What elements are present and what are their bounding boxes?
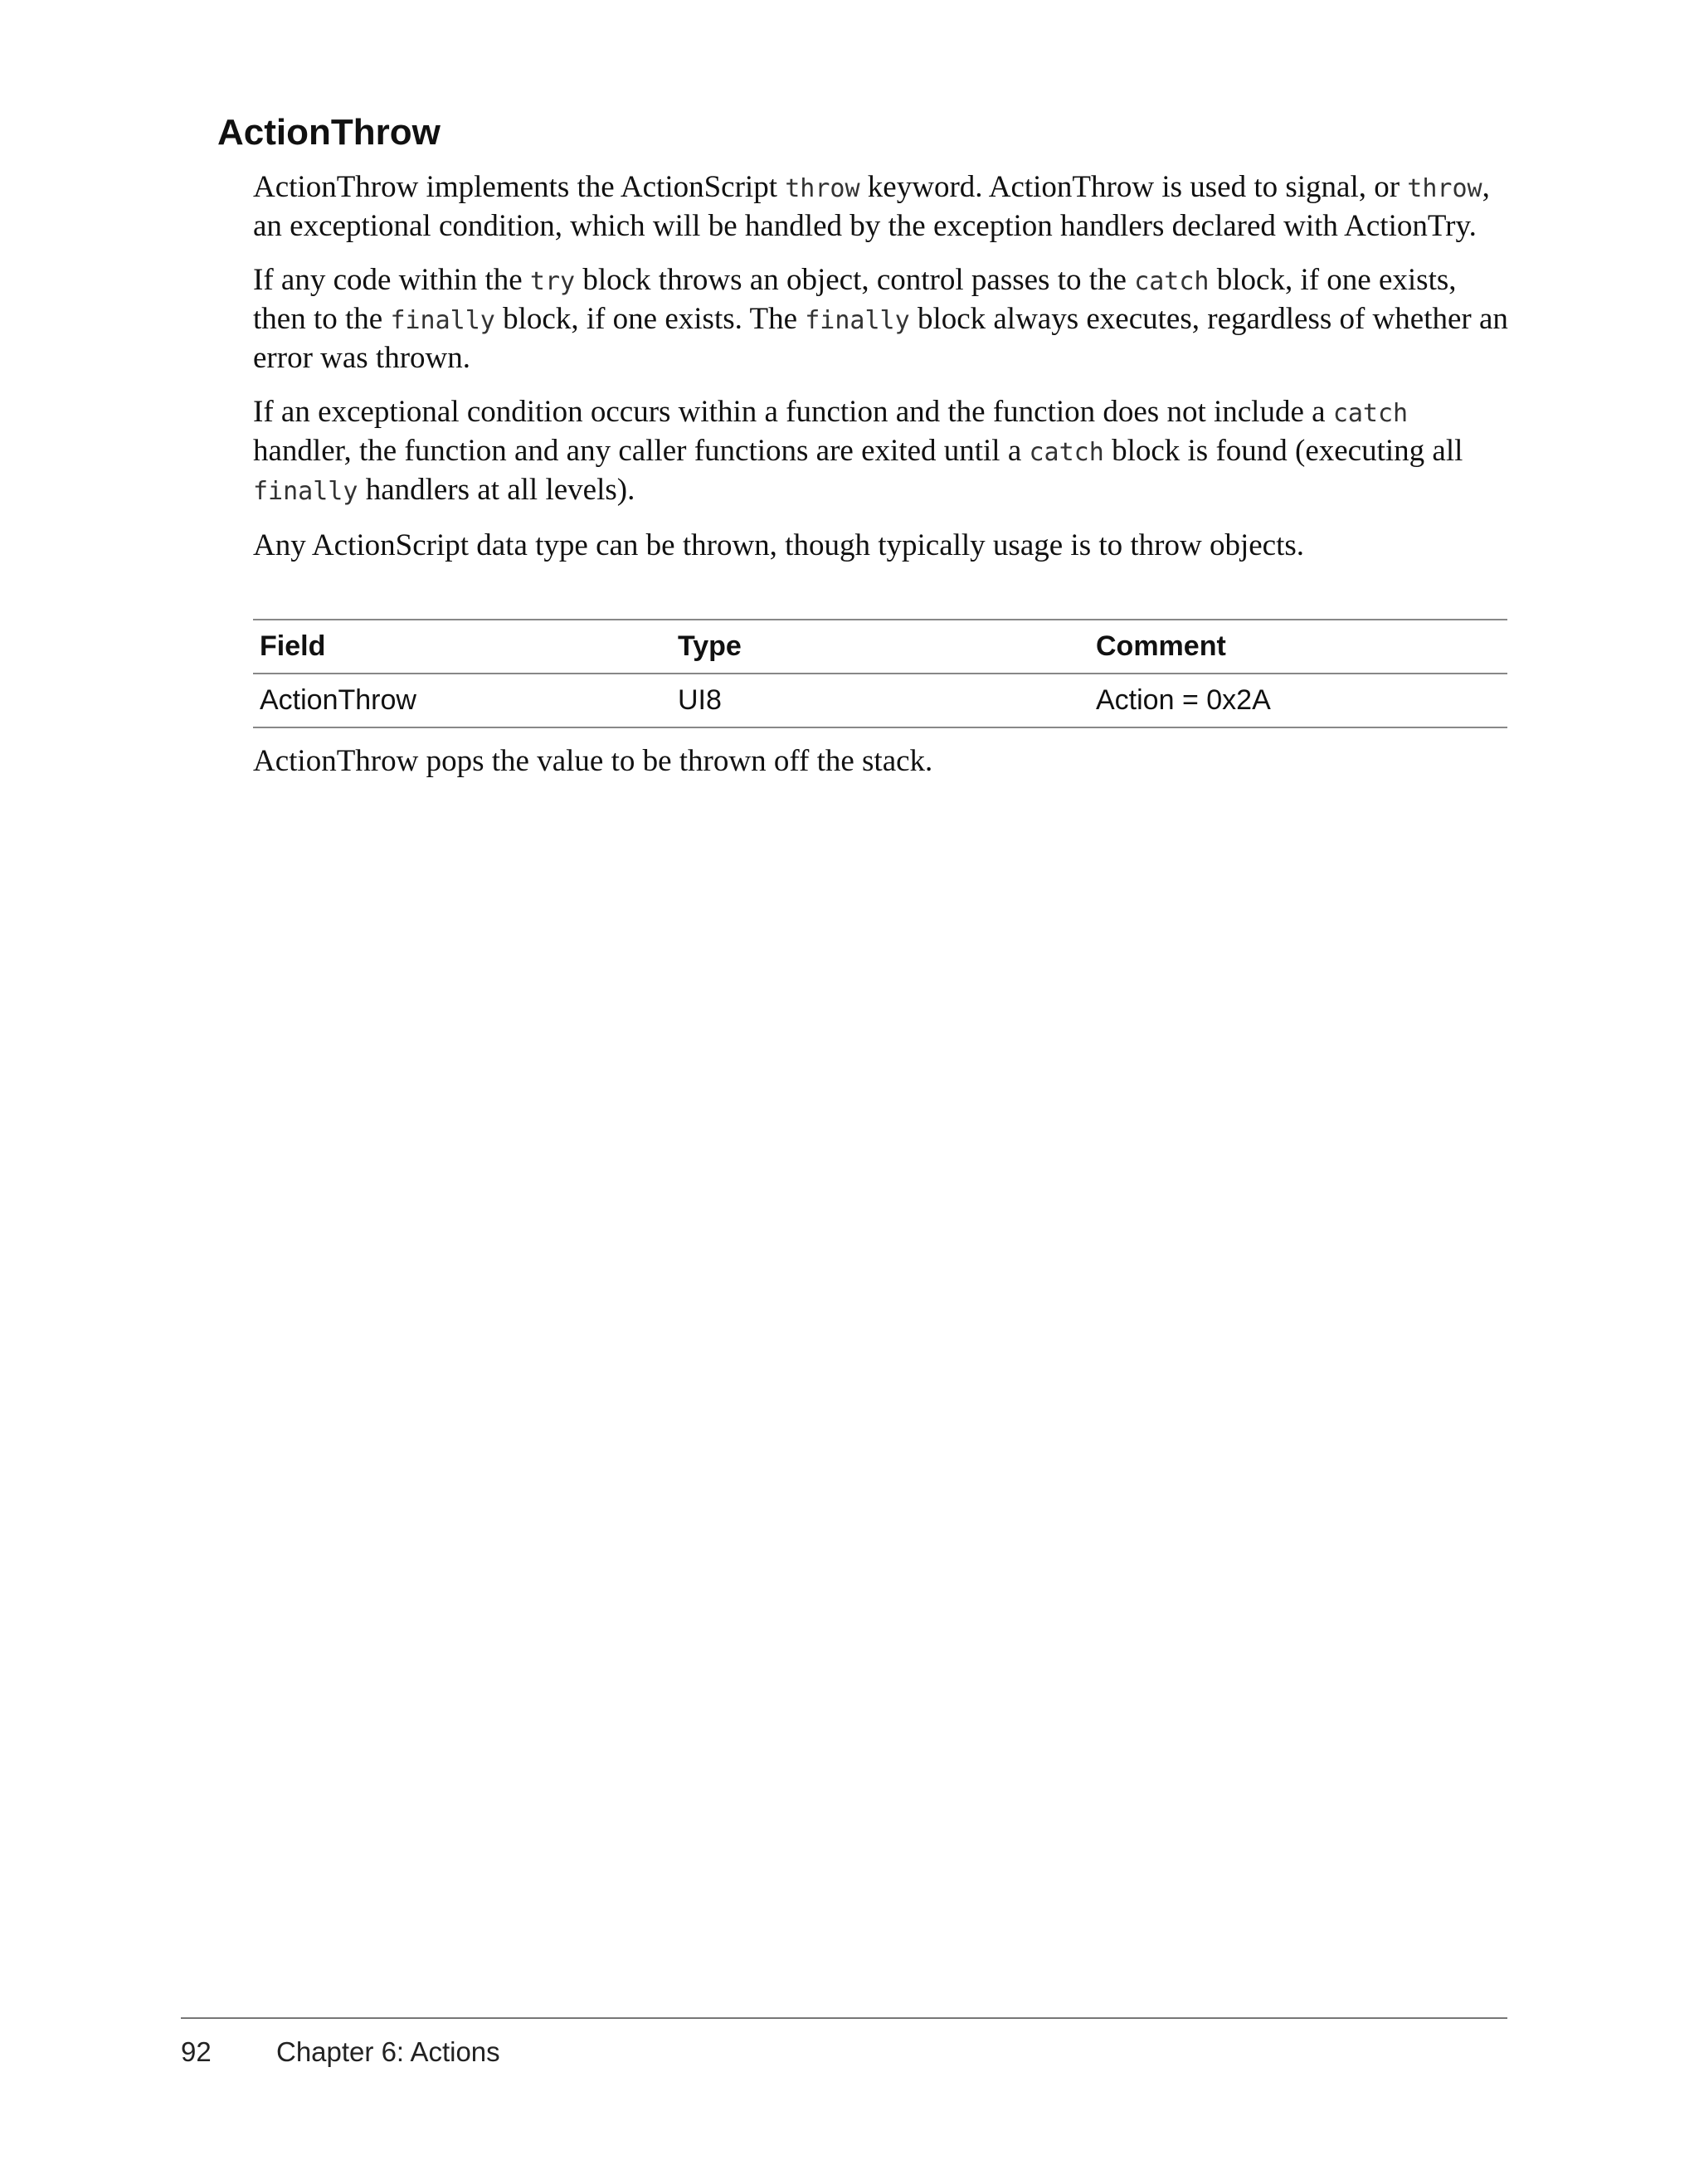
paragraph-2 bbox=[253, 261, 1514, 377]
body-text bbox=[253, 168, 1514, 581]
text-run: block always executes, regardless of whether an error was thrown. bbox=[253, 302, 1508, 375]
text-run: block, if one exists, then to the bbox=[253, 263, 1457, 336]
page-footer bbox=[181, 2034, 500, 2070]
table-header-row bbox=[253, 620, 1507, 674]
text-run: block throws an object, control passes to the bbox=[575, 263, 1135, 297]
text-run: , an exceptional condition, which will be handled by the exception handlers declared with ActionTry. bbox=[253, 170, 1490, 243]
text-run: handler, the function and any caller functions are exited until a bbox=[253, 434, 1030, 468]
header-type: Type bbox=[678, 630, 742, 662]
text-run: If any code within the bbox=[253, 263, 530, 297]
field-table bbox=[253, 619, 1507, 728]
paragraph-1 bbox=[253, 168, 1514, 245]
text-run: If an exceptional condition occurs within a function and the function does not include a bbox=[253, 395, 1333, 429]
text-run: ActionThrow implements the ActionScript bbox=[253, 170, 786, 204]
cell-comment: Action = 0x2A bbox=[1096, 684, 1271, 716]
code-keyword: try bbox=[529, 267, 576, 296]
text-run: block, if one exists. The bbox=[494, 302, 806, 336]
code-keyword: catch bbox=[1029, 438, 1104, 467]
text-run: block is found (executing all bbox=[1103, 434, 1463, 468]
cell-type: UI8 bbox=[678, 684, 722, 716]
paragraph-4 bbox=[253, 527, 1514, 564]
code-keyword: catch bbox=[1134, 267, 1210, 296]
footer-divider bbox=[181, 2017, 1507, 2019]
code-keyword: throw bbox=[785, 174, 860, 203]
code-keyword: finally bbox=[253, 477, 358, 506]
code-keyword: finally bbox=[390, 306, 495, 335]
section-title: ActionThrow bbox=[217, 112, 441, 153]
chapter-title: Chapter 6: Actions bbox=[276, 2036, 500, 2067]
text-run: Any ActionScript data type can be thrown, though typically usage is to throw objects. bbox=[253, 528, 1304, 562]
after-table-text: ActionThrow pops the value to be thrown off the stack. bbox=[253, 744, 933, 778]
page-number: 92 bbox=[181, 2036, 212, 2067]
paragraph-3 bbox=[253, 393, 1514, 510]
text-run: handlers at all levels). bbox=[358, 473, 635, 507]
code-keyword: finally bbox=[805, 306, 910, 335]
header-field: Field bbox=[260, 630, 326, 662]
table-row bbox=[253, 674, 1507, 727]
text-run: keyword. ActionThrow is used to signal, or bbox=[859, 170, 1408, 204]
code-keyword: throw bbox=[1407, 174, 1482, 203]
cell-field: ActionThrow bbox=[260, 684, 416, 716]
code-keyword: catch bbox=[1332, 399, 1409, 428]
header-comment: Comment bbox=[1096, 630, 1226, 662]
